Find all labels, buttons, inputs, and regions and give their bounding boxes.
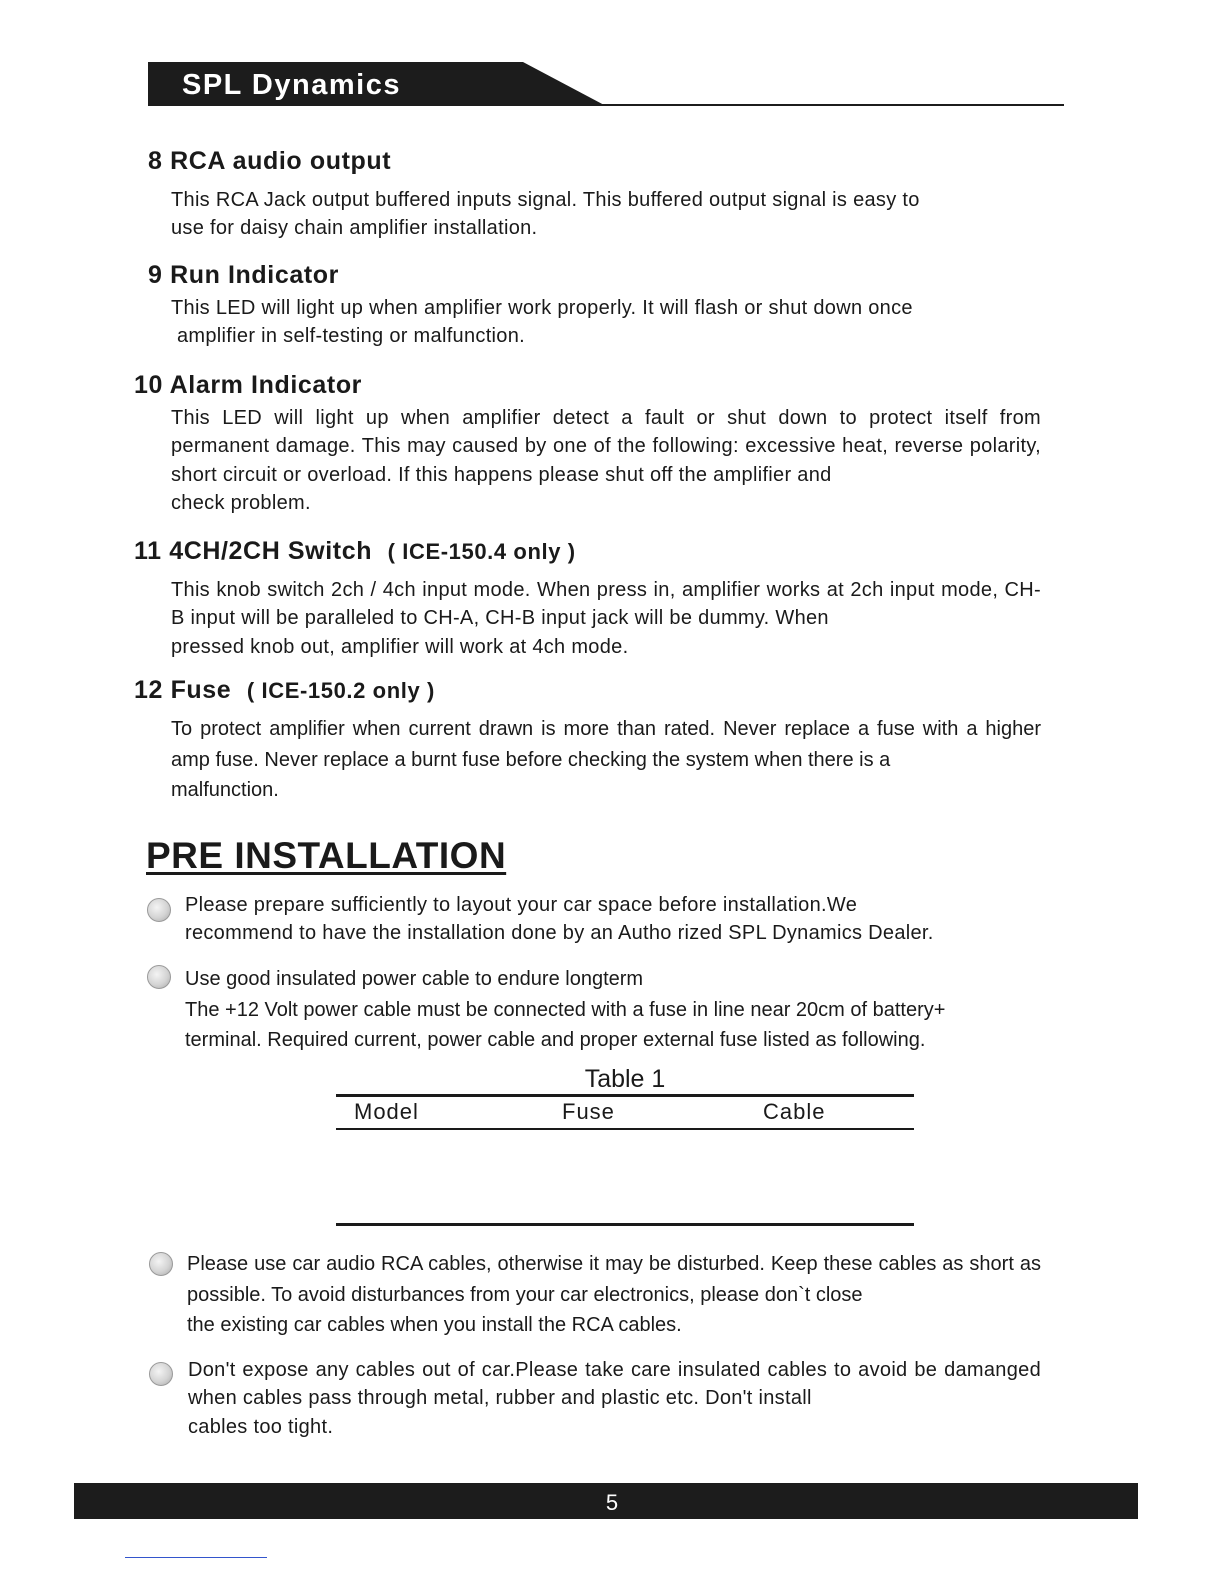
bullet-icon [147,898,171,922]
section-12-body [171,714,1041,806]
pre-item-body-last: recommend to have the installation done by an Autho rized SPL Dynamics Dealer. [185,922,934,945]
section-body-last: amplifier in self-testing or malfunction. [177,325,525,348]
section-number: 9 [148,261,163,289]
table-caption: Table 1 [584,1065,666,1093]
table-header-fuse: Fuse [562,1099,615,1124]
table-header-rule [336,1128,914,1130]
section-number: 8 [148,147,163,175]
section-body: This RCA Jack output buffered inputs signal. This buffered output signal is easy to [171,189,920,211]
section-body: To protect amplifier when current drawn is more than rated. Never replace a fuse with a higher amp fuse. Never replace a burnt fuse before checking the system when there is a [171,718,1041,771]
table-top-rule [336,1094,914,1097]
pre-item-body-last: cables too tight. [188,1415,334,1438]
table-bottom-rule [336,1223,914,1226]
section-12-heading [134,675,435,706]
bullet-icon [149,1252,173,1276]
pre-item-3 [187,1249,1041,1341]
section-10-heading [134,370,362,400]
section-9-body [171,294,1041,351]
section-body: This LED will light up when amplifier detect a fault or shut down to protect itself from permanent damage. This may caused by one of the following: excessive heat, reverse polarity, short circuit or overload. If this happens please shut off the amplifier and [171,407,1041,486]
section-title: Alarm Indicator [169,371,363,399]
section-note: ( ICE-150.2 only ) [246,678,435,703]
section-title: Fuse [170,676,232,704]
section-number: 12 [134,676,164,704]
table-header-cable: Cable [763,1099,826,1124]
section-body-last: malfunction. [171,779,279,801]
section-9-heading [148,260,339,290]
pre-item-body: Don't expose any cables out of car.Please take care insulated cables to avoid be damanged when cables pass through metal, rubber and plastic etc. Don't install [188,1359,1041,1410]
brand-title: SPL Dynamics [182,69,401,101]
section-10-body [171,404,1041,517]
header-rule [590,104,1064,106]
section-number: 11 [134,537,162,565]
pre-item-body-last: the existing car cables when you install the RCA cables. [187,1314,682,1336]
pre-item-4 [188,1356,1041,1441]
section-body: This LED will light up when amplifier work properly. It will flash or shut down once [171,297,913,319]
section-note: ( ICE-150.4 only ) [387,539,576,564]
pre-item-body: Please prepare sufficiently to layout your car space before installation.We [185,894,858,916]
section-body: This knob switch 2ch / 4ch input mode. When press in, amplifier works at 2ch input mode, CH-B input will be paralleled to CH-A, CH-B input jack will be dummy. When [171,579,1041,630]
section-title: RCA audio output [170,147,392,175]
pre-item-2 [185,964,1041,1056]
link-underline [125,1557,267,1558]
section-number: 10 [134,371,164,399]
pre-item-body-last: terminal. Required current, power cable and proper external fuse listed as following. [185,1029,926,1051]
pre-item-1 [185,891,1041,948]
pre-item-body: Please use car audio RCA cables, otherwise it may be disturbed. Keep these cables as short as possible. To avoid disturbances from your car electronics, please don`t close [187,1253,1041,1306]
pre-installation-title: PRE INSTALLATION [146,835,507,876]
section-11-body [171,576,1041,661]
bullet-icon [149,1362,173,1386]
section-body-last: pressed knob out, amplifier will work at 4ch mode. [171,635,629,658]
table-header-model: Model [354,1099,419,1124]
section-body-last: check problem. [171,491,311,514]
section-8-heading [148,146,391,176]
section-title: Run Indicator [170,261,339,289]
pre-item-lead: Use good insulated power cable to endure longterm [185,968,644,990]
section-11-heading [134,536,576,567]
bullet-icon [147,965,171,989]
page-number: 5 [605,1490,619,1515]
pre-item-body: The +12 Volt power cable must be connected with a fuse in line near 20cm of battery+ [185,998,946,1021]
section-body-last: use for daisy chain amplifier installation. [171,217,538,240]
section-8-body [171,186,1041,243]
section-title: 4CH/2CH Switch [169,537,373,565]
